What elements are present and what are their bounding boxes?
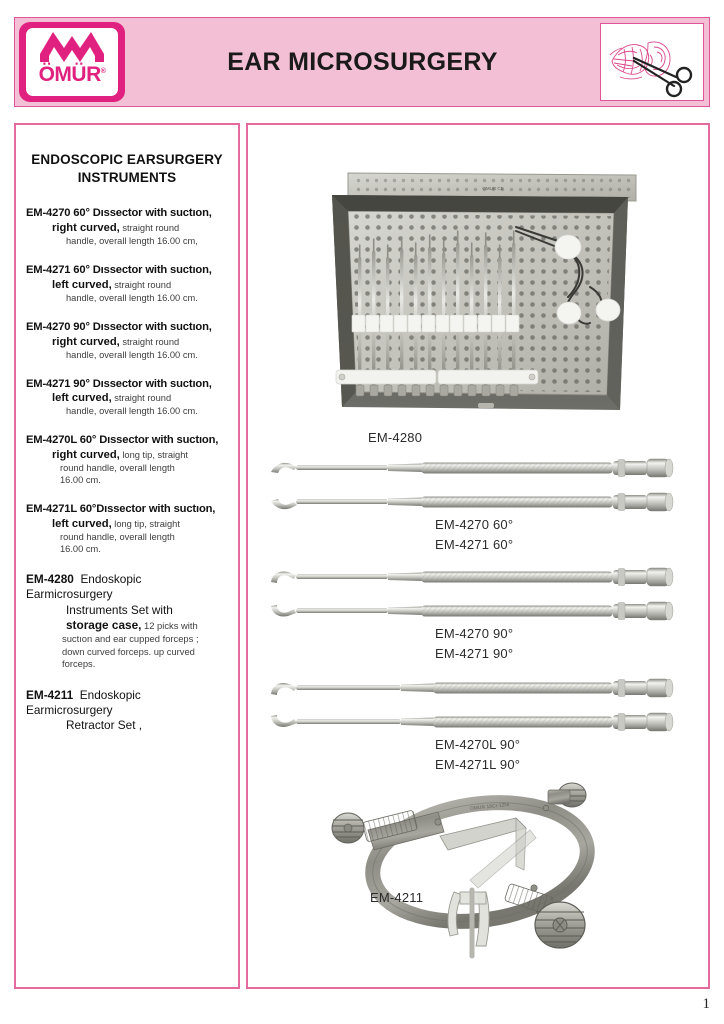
item-line-2 bbox=[26, 221, 228, 235]
list-item[interactable] bbox=[26, 503, 228, 555]
item-line-2-rest: straight round bbox=[119, 336, 180, 347]
item-line-2 bbox=[26, 517, 228, 531]
trademark-icon: ® bbox=[100, 68, 106, 75]
instrument-em-4270-60[interactable] bbox=[263, 453, 703, 483]
caption-em-4271l-90: EM-4271L 90° bbox=[435, 757, 521, 772]
list-item[interactable] bbox=[26, 378, 228, 418]
item-line-2-rest: long tip, straight bbox=[111, 518, 180, 529]
svg-text:OMUR 18Cr-12Ni: OMUR 18Cr-12Ni bbox=[469, 801, 510, 812]
header-title-area bbox=[125, 18, 600, 106]
list-title bbox=[26, 151, 228, 187]
item-line-3: handle, overall length 16.00 cm. bbox=[66, 349, 198, 360]
product-images-panel bbox=[246, 123, 710, 989]
item-line-2-rest: straight round bbox=[111, 279, 172, 290]
instrument-em-4271-90[interactable] bbox=[263, 596, 703, 626]
item-line-2: Instruments Set with bbox=[66, 602, 173, 617]
item-line-3-bold: storage case, bbox=[66, 617, 142, 632]
list-title-line2: INSTRUMENTS bbox=[77, 170, 177, 186]
item-code: EM-4211 bbox=[26, 687, 74, 702]
brand-wordmark: ÖMÜR® bbox=[38, 63, 106, 86]
item-line-1 bbox=[26, 572, 228, 603]
item-line-1: EM-4270 90° Dıssector with suctıon, bbox=[26, 320, 212, 333]
instrument-list-panel bbox=[14, 123, 240, 989]
sterilization-tray-photo[interactable] bbox=[318, 167, 648, 420]
item-line-2 bbox=[26, 335, 228, 349]
brand-logo-inner bbox=[26, 28, 118, 96]
item-line-5: down curved forceps. up curved bbox=[62, 645, 195, 657]
caption-em-4271-90: EM-4271 90° bbox=[435, 646, 514, 661]
page-number: 1 bbox=[702, 996, 710, 1012]
item-line-4: suctıon and ear cupped forceps ; bbox=[62, 633, 199, 645]
item-line-2-bold: left curved, bbox=[52, 392, 112, 405]
caption-em-4271-60: EM-4271 60° bbox=[435, 537, 514, 552]
item-line-2-rest: straight round bbox=[111, 393, 172, 404]
omur-m-mark-icon bbox=[38, 31, 106, 63]
caption-em-4280: EM-4280 bbox=[368, 430, 423, 445]
item-line-3-rest: 12 picks with bbox=[141, 619, 198, 631]
ear-anatomy-scissors-icon bbox=[604, 25, 700, 99]
item-line-1 bbox=[26, 688, 228, 719]
item-line-4: 16.00 cm. bbox=[60, 475, 101, 486]
item-line-3: handle, overall length 16.00 cm. bbox=[66, 406, 198, 417]
item-line-1: EM-4271L 60°Dıssector with suctıon, bbox=[26, 503, 216, 516]
item-line-2-bold: right curved, bbox=[52, 449, 120, 462]
item-line-3 bbox=[26, 618, 228, 633]
item-desc: Endoskopic Earmicrosurgery bbox=[26, 572, 142, 602]
item-line-2-rest: straight round bbox=[119, 223, 180, 234]
instrument-list bbox=[16, 125, 238, 734]
item-line-3: round handle, overall length bbox=[60, 463, 175, 474]
list-item[interactable] bbox=[26, 572, 228, 671]
page-header bbox=[14, 17, 710, 107]
list-item[interactable] bbox=[26, 264, 228, 304]
list-item[interactable] bbox=[26, 207, 228, 247]
instrument-em-4270l-90[interactable] bbox=[263, 673, 703, 703]
list-item[interactable] bbox=[26, 434, 228, 486]
page-title: EAR MICROSURGERY bbox=[227, 47, 498, 76]
ear-retractor-photo[interactable] bbox=[320, 770, 610, 965]
caption-em-4270-60: EM-4270 60° bbox=[435, 517, 514, 532]
item-line-2 bbox=[26, 278, 228, 292]
list-item[interactable] bbox=[26, 321, 228, 361]
item-line-1: EM-4270L 60° Dıssector with suctıon, bbox=[26, 434, 219, 447]
item-line-2-bold: left curved, bbox=[52, 278, 112, 291]
item-line-3: handle, overall length 16.00 cm, bbox=[66, 236, 198, 247]
svg-text:OMUR CE: OMUR CE bbox=[482, 186, 504, 191]
item-line-2 bbox=[26, 448, 228, 462]
instrument-em-4271l-90[interactable] bbox=[263, 707, 703, 737]
instrument-em-4271-60[interactable] bbox=[263, 487, 703, 517]
item-line-3: round handle, overall length bbox=[60, 531, 175, 542]
header-illustration bbox=[600, 23, 704, 101]
item-line-2: Retractor Set , bbox=[66, 718, 143, 733]
item-line-2 bbox=[26, 391, 228, 405]
list-item[interactable] bbox=[26, 688, 228, 734]
item-line-1: EM-4271 90° Dıssector with suctıon, bbox=[26, 377, 212, 390]
list-title-line1: ENDOSCOPIC EARSURGERY bbox=[31, 152, 223, 167]
item-line-4: 16.00 cm. bbox=[60, 543, 101, 554]
item-line-1: EM-4270 60° Dıssector with suctıon, bbox=[26, 207, 212, 220]
item-code: EM-4280 bbox=[26, 572, 74, 586]
item-line-3: handle, overall length 16.00 cm. bbox=[66, 292, 198, 303]
item-line-1: EM-4271 60° Dıssector with suctıon, bbox=[26, 264, 212, 277]
item-line-2-bold: left curved, bbox=[52, 517, 112, 530]
item-line-2-bold: right curved, bbox=[52, 335, 120, 348]
item-line-2-rest: long tip, straight bbox=[119, 450, 188, 461]
instrument-em-4270-90[interactable] bbox=[263, 562, 703, 592]
item-line-2-bold: right curved, bbox=[52, 222, 120, 235]
caption-em-4270-90: EM-4270 90° bbox=[435, 626, 514, 641]
item-desc: Endoskopic Earmicrosurgery bbox=[26, 687, 141, 717]
brand-logo bbox=[19, 22, 125, 102]
item-line-6: forceps. bbox=[62, 658, 96, 670]
caption-em-4270l-90: EM-4270L 90° bbox=[435, 737, 521, 752]
caption-em-4211: EM-4211 bbox=[370, 890, 424, 905]
